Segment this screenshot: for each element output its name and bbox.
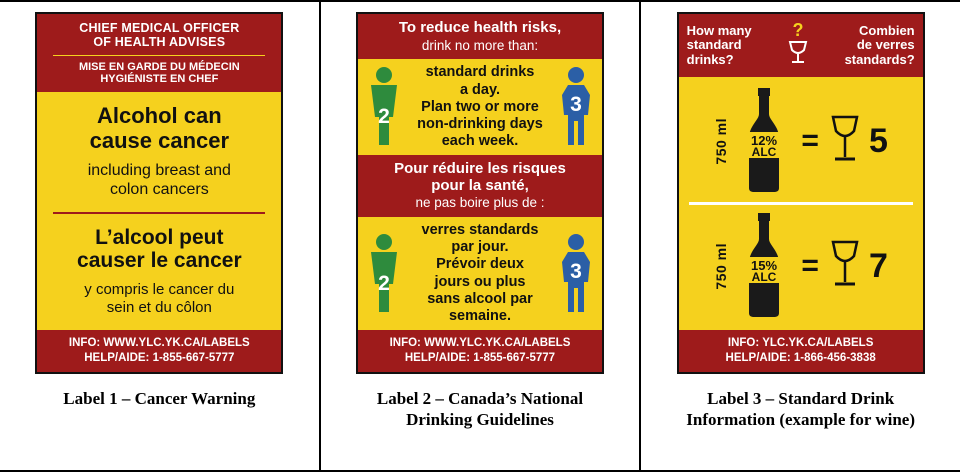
label-3-header-fr-line1: Combien <box>859 23 915 39</box>
label-2-column <box>321 2 640 470</box>
label-2-band-en-line1: To reduce health risks, <box>398 19 562 36</box>
label-1-headline-fr-line2: causer le cancer <box>77 249 242 273</box>
label-3-header-en-line1: How many <box>686 23 752 39</box>
label-1-body-divider <box>53 212 265 214</box>
label-2-caption-line2: Drinking Guidelines <box>406 410 554 430</box>
label-3-row-wine-15 <box>679 207 923 326</box>
labels-row <box>0 2 960 470</box>
label-1-body <box>37 92 281 330</box>
label-1-column <box>0 2 319 470</box>
question-mark-glyph: ? <box>792 20 804 40</box>
label-2-band-en-line2: drink no more than: <box>421 37 539 53</box>
label-3-drinks-2: 7 <box>868 246 888 285</box>
abv-number-1: 12% <box>751 132 778 148</box>
wine-bottle-icon-2 <box>733 209 795 324</box>
label-2-band-fr-line1: Pour réduire les risques <box>394 160 566 178</box>
female-figure-number-en: 2 <box>378 105 390 129</box>
label-1-header-fr-line2: HYGIÉNISTE EN CHEF <box>100 73 219 86</box>
label-3-row-wine-12 <box>679 82 923 201</box>
label-1-header-fr-line1: MISE EN GARDE DU MÉDECIN <box>78 60 240 73</box>
label-3-drinks-1: 5 <box>868 121 888 160</box>
label-3-footer <box>679 330 923 372</box>
label-1-headline-fr-line1: L’alcool peut <box>95 225 224 249</box>
label-1-subtext-fr-line1: y compris le cancer du <box>84 280 235 298</box>
label-3-caption-line2: Information (example for wine) <box>686 410 915 430</box>
female-figure-icon-fr <box>362 232 406 316</box>
label-2-text-fr-line6: semaine. <box>448 307 512 324</box>
label-3-column <box>641 2 960 470</box>
label-1-subtext-en-line1: including breast and <box>87 162 231 180</box>
label-2-text-fr-line5: sans alcool par <box>427 290 533 307</box>
label-3-footer-info: INFO: YLC.YK.CA/LABELS <box>727 337 874 350</box>
label-2-text-en-line5: each week. <box>441 132 519 149</box>
label-3-header-fr-line2: de verres <box>856 37 915 53</box>
label-2-footer-info: INFO: WWW.YLC.YK.CA/LABELS <box>389 337 571 350</box>
wine-glass-icon-2 <box>825 238 865 295</box>
label-2-text-en <box>406 64 554 150</box>
label-2-footer <box>358 330 602 372</box>
label-2-text-fr-line3: Prévoir deux <box>436 256 524 273</box>
label-3-header-en-line3: drinks? <box>686 51 734 67</box>
label-3-volume-2: 750 ml <box>713 242 730 290</box>
label-2-body-en <box>358 59 602 155</box>
label-1-footer <box>37 330 281 372</box>
abv-word-1: ALC <box>752 144 777 159</box>
label-2-text-fr-line2: par jour. <box>451 239 509 256</box>
label-1-headline-en-line1: Alcohol can <box>96 103 222 129</box>
label-1-footer-help: HELP/AIDE: 1-855-667-5777 <box>84 351 235 364</box>
label-3-volume-1: 750 ml <box>713 117 730 165</box>
label-1-card <box>35 12 283 374</box>
label-3-equals-1: = <box>801 124 819 158</box>
male-figure-icon-en <box>554 65 598 149</box>
label-2-band-fr <box>358 155 602 217</box>
female-figure-icon-en <box>362 65 406 149</box>
label-1-header <box>37 14 281 92</box>
label-2-text-en-line2: a day. <box>459 81 500 98</box>
label-1-footer-info: INFO: WWW.YLC.YK.CA/LABELS <box>68 337 250 350</box>
label-3-caption-line1: Label 3 – Standard Drink <box>707 389 895 408</box>
label-1-caption: Label 1 – Cancer Warning <box>63 389 256 408</box>
label-1-subtext-fr-line2: sein et du côlon <box>106 298 212 316</box>
label-3-footer-help: HELP/AIDE: 1-866-456-3838 <box>725 351 876 364</box>
label-3-header-en-line2: standard <box>686 37 742 53</box>
wine-glass-icon-1 <box>825 113 865 170</box>
label-1-headline-en-line2: cause cancer <box>89 127 230 153</box>
label-2-text-fr-line4: jours ou plus <box>434 273 526 290</box>
label-1-header-divider <box>53 55 265 56</box>
label-1-header-en-line2: OF HEALTH ADVISES <box>93 35 226 50</box>
label-2-text-fr-line1: verres standards <box>421 222 539 239</box>
label-2-text-fr <box>406 222 554 325</box>
label-3-equals-2: = <box>801 249 819 283</box>
label-2-band-fr-line2: pour la santé, <box>431 176 529 194</box>
label-2-footer-help: HELP/AIDE: 1-855-667-5777 <box>404 351 556 364</box>
label-2-caption <box>377 388 583 431</box>
label-3-header <box>679 14 923 77</box>
label-2-text-en-line1: standard drinks <box>425 64 535 81</box>
label-1-header-en-line1: CHIEF MEDICAL OFFICER <box>79 21 240 35</box>
label-1-subtext-en-line2: colon cancers <box>109 181 209 199</box>
wine-bottle-icon-1 <box>733 84 795 199</box>
male-figure-number-fr: 3 <box>570 259 582 283</box>
label-3-header-en <box>687 24 781 67</box>
label-2-text-en-line4: non-drinking days <box>417 115 543 132</box>
label-2-band-en <box>358 14 602 59</box>
label-2-caption-line1: Label 2 – Canada’s National <box>376 389 584 408</box>
label-3-header-fr-line3: standards? <box>844 51 915 67</box>
question-wine-glass-icon <box>781 20 815 71</box>
label-3-row-divider <box>689 202 913 205</box>
male-figure-icon-fr <box>554 232 598 316</box>
label-3-card <box>677 12 925 374</box>
label-3-caption <box>686 388 915 431</box>
abv-number-2: 15% <box>751 257 778 273</box>
label-2-text-en-line3: Plan two or more <box>421 98 539 115</box>
female-figure-number-fr: 2 <box>378 271 390 295</box>
label-2-band-fr-line3: ne pas boire plus de : <box>415 195 545 211</box>
label-3-header-fr <box>815 24 915 67</box>
abv-word-2: ALC <box>752 269 777 284</box>
label-2-card <box>356 12 604 374</box>
label-3-body <box>679 77 923 330</box>
male-figure-number-en: 3 <box>570 93 582 117</box>
label-2-body-fr <box>358 217 602 330</box>
